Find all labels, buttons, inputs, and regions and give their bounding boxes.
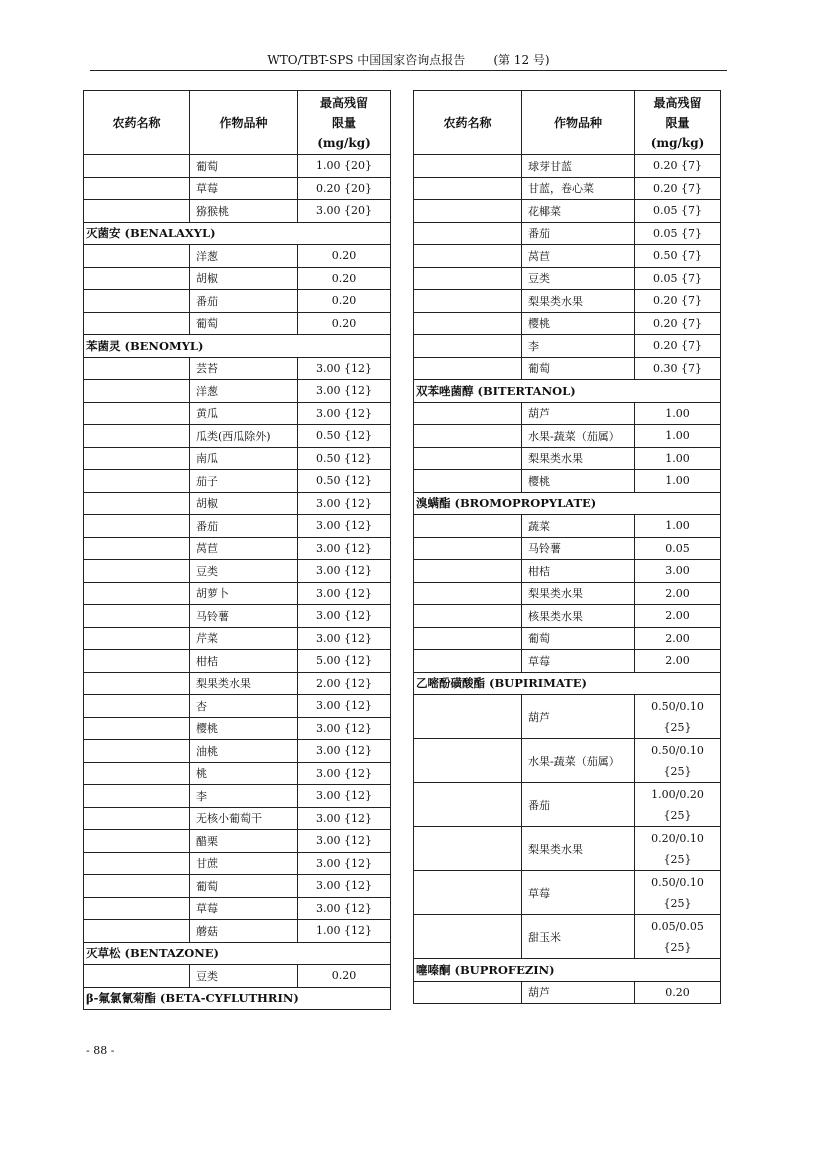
pesticide-cell: [414, 245, 522, 268]
pesticide-cell: [414, 177, 522, 200]
residue-limit: 1.00: [635, 425, 721, 448]
pesticide-cell: [414, 200, 522, 223]
header-title: WTO/TBT-SPS 中国国家咨询点报告: [267, 53, 466, 67]
crop-name: 梨果类水果: [190, 672, 298, 695]
pesticide-cell: [84, 447, 190, 470]
crop-name: 葡萄: [522, 627, 635, 650]
pesticide-cell: [84, 807, 190, 830]
residue-limit: 0.20: [298, 245, 391, 268]
residue-limit: 1.00 {20}: [298, 155, 391, 178]
pesticide-cell: [414, 582, 522, 605]
table-row: [84, 515, 391, 538]
residue-limit: [635, 915, 721, 959]
table-row: [414, 871, 721, 915]
pesticide-cell: [414, 560, 522, 583]
table-row: [414, 447, 721, 470]
pesticide-cell: [84, 245, 190, 268]
crop-name: 南瓜: [190, 447, 298, 470]
crop-name: 梨果类水果: [522, 827, 635, 871]
header-issue: (第 12 号): [493, 53, 550, 67]
crop-name: 黄瓜: [190, 402, 298, 425]
crop-name: 葡萄: [190, 155, 298, 178]
residue-limit-value: 0.05/0.05: [651, 919, 704, 933]
pesticide-cell: [84, 537, 190, 560]
pesticide-name: 双苯唑菌醇 (BITERTANOL): [414, 380, 721, 403]
residue-limit: 1.00: [635, 470, 721, 493]
pesticide-group-row: [414, 492, 721, 515]
pesticide-cell: [84, 672, 190, 695]
crop-name: 葡萄: [190, 875, 298, 898]
table-row: [84, 965, 391, 988]
table-row: [414, 200, 721, 223]
crop-name: 番茄: [190, 290, 298, 313]
table-row: [414, 915, 721, 959]
header-rule: [90, 70, 727, 71]
table-row: [84, 380, 391, 403]
table-row: [84, 650, 391, 673]
table-row: [414, 290, 721, 313]
pesticide-cell: [84, 785, 190, 808]
crop-name: 胡椒: [190, 267, 298, 290]
residue-limit: 0.20: [635, 981, 721, 1004]
table-row: [84, 267, 391, 290]
pesticide-cell: [414, 605, 522, 628]
crop-name: 茄子: [190, 470, 298, 493]
pesticide-cell: [84, 650, 190, 673]
pesticide-cell: [414, 650, 522, 673]
table-row: [84, 920, 391, 943]
residue-limit: 0.50 {12}: [298, 425, 391, 448]
pesticide-cell: [84, 155, 190, 178]
crop-name: 芹菜: [190, 627, 298, 650]
residue-limit-ref: {25}: [663, 764, 692, 778]
residue-limit-value: 0.20/0.10: [651, 831, 704, 845]
pesticide-cell: [414, 155, 522, 178]
crop-name: 梨果类水果: [522, 447, 635, 470]
residue-limit: 0.50 {12}: [298, 470, 391, 493]
pesticide-group-row: [414, 380, 721, 403]
table-header-row: [414, 91, 721, 155]
table-row: [84, 402, 391, 425]
table-row: [414, 537, 721, 560]
crop-name: 葡萄: [190, 312, 298, 335]
pesticide-cell: [84, 605, 190, 628]
pesticide-cell: [84, 402, 190, 425]
residue-limit-value: 0.50/0.10: [651, 743, 704, 757]
residue-limit: 3.00 {12}: [298, 740, 391, 763]
pesticide-cell: [84, 492, 190, 515]
pesticide-cell: [414, 290, 522, 313]
table-row: [84, 830, 391, 853]
pesticide-name: 灭草松 (BENTAZONE): [84, 942, 391, 965]
crop-name: 胡椒: [190, 492, 298, 515]
residue-limit: 0.20 {7}: [635, 312, 721, 335]
limit-header-unit: (mg/kg): [317, 135, 371, 150]
pesticide-name: 苯菌灵 (BENOMYL): [84, 335, 391, 358]
residue-limit: 3.00 {12}: [298, 380, 391, 403]
pesticide-cell: [84, 965, 190, 988]
table-row: [84, 672, 391, 695]
table-row: [414, 177, 721, 200]
table-row: [84, 492, 391, 515]
column-header-limit: [635, 91, 721, 155]
residue-limit: 3.00 {12}: [298, 537, 391, 560]
crop-name: 杏: [190, 695, 298, 718]
table-row: [414, 515, 721, 538]
residue-limit: 1.00: [635, 515, 721, 538]
limit-header-line1: 最高残留: [653, 95, 702, 110]
residue-limit: 0.20 {20}: [298, 177, 391, 200]
crop-name: 球芽甘蓝: [522, 155, 635, 178]
crop-name: 猕猴桃: [190, 200, 298, 223]
residue-limit: 0.20: [298, 312, 391, 335]
residue-limit: 2.00: [635, 627, 721, 650]
pesticide-group-row: [84, 942, 391, 965]
pesticide-group-row: [84, 222, 391, 245]
crop-name: 樱桃: [522, 470, 635, 493]
residue-limit: 3.00 {12}: [298, 560, 391, 583]
residue-table-left: [83, 90, 391, 1010]
pesticide-name: β-氟氯氰菊酯 (BETA-CYFLUTHRIN): [84, 987, 391, 1010]
pesticide-cell: [414, 222, 522, 245]
residue-limit: [635, 783, 721, 827]
pesticide-cell: [414, 871, 522, 915]
crop-name: 甘蔗: [190, 852, 298, 875]
residue-limit: 0.05 {7}: [635, 267, 721, 290]
table-row: [84, 290, 391, 313]
pesticide-cell: [84, 897, 190, 920]
residue-table-right: [413, 90, 721, 1004]
residue-limit-ref: {25}: [663, 896, 692, 910]
residue-limit-value: 1.00/0.20: [651, 787, 704, 801]
crop-name: 莴苣: [190, 537, 298, 560]
residue-limit: 3.00 {12}: [298, 762, 391, 785]
table-row: [84, 447, 391, 470]
pesticide-cell: [84, 695, 190, 718]
limit-header-unit: (mg/kg): [650, 135, 705, 150]
residue-limit: 1.00: [635, 402, 721, 425]
residue-limit: [635, 871, 721, 915]
table-row: [84, 470, 391, 493]
crop-name: 番茄: [522, 222, 635, 245]
crop-name: 醋栗: [190, 830, 298, 853]
residue-limit: 2.00: [635, 582, 721, 605]
table-row: [84, 627, 391, 650]
pesticide-cell: [84, 177, 190, 200]
pesticide-cell: [414, 627, 522, 650]
limit-header-line2: 限量: [331, 115, 356, 130]
crop-name: 甜玉米: [522, 915, 635, 959]
pesticide-cell: [414, 739, 522, 783]
pesticide-cell: [84, 425, 190, 448]
crop-name: 花椰菜: [522, 200, 635, 223]
table-row: [84, 560, 391, 583]
pesticide-cell: [414, 267, 522, 290]
residue-limit: 0.05 {7}: [635, 222, 721, 245]
table-row: [414, 402, 721, 425]
limit-header-line1: 最高残留: [319, 95, 368, 110]
crop-name: 桃: [190, 762, 298, 785]
pesticide-cell: [84, 380, 190, 403]
table-row: [414, 605, 721, 628]
crop-name: 李: [522, 335, 635, 358]
pesticide-cell: [414, 357, 522, 380]
pesticide-cell: [84, 627, 190, 650]
crop-name: 洋葱: [190, 245, 298, 268]
table-row: [84, 605, 391, 628]
crop-name: 无核小葡萄干: [190, 807, 298, 830]
pesticide-cell: [84, 920, 190, 943]
residue-limit: 3.00 {12}: [298, 717, 391, 740]
column-header-pesticide: 农药名称: [84, 91, 190, 155]
table-row: [84, 740, 391, 763]
table-row: [414, 783, 721, 827]
crop-name: 番茄: [190, 515, 298, 538]
crop-name: 豆类: [522, 267, 635, 290]
residue-limit: 2.00 {12}: [298, 672, 391, 695]
limit-header-line2: 限量: [665, 115, 690, 130]
table-row: [414, 312, 721, 335]
crop-name: 李: [190, 785, 298, 808]
residue-limit: 0.05: [635, 537, 721, 560]
table-row: [84, 537, 391, 560]
pesticide-group-row: [84, 335, 391, 358]
crop-name: 樱桃: [190, 717, 298, 740]
residue-limit: 1.00 {12}: [298, 920, 391, 943]
crop-name: 番茄: [522, 783, 635, 827]
residue-limit: 0.20: [298, 267, 391, 290]
residue-limit: 3.00 {12}: [298, 807, 391, 830]
residue-limit: 0.20: [298, 965, 391, 988]
table-row: [414, 335, 721, 358]
crop-name: 柑桔: [190, 650, 298, 673]
pesticide-cell: [84, 357, 190, 380]
crop-name: 蔬菜: [522, 515, 635, 538]
residue-limit-value: 0.50/0.10: [651, 699, 704, 713]
pesticide-name: 噻嗪酮 (BUPROFEZIN): [414, 959, 721, 982]
pesticide-cell: [84, 582, 190, 605]
residue-limit-ref: {25}: [663, 852, 692, 866]
table-row: [84, 425, 391, 448]
table-row: [414, 627, 721, 650]
table-row: [84, 245, 391, 268]
residue-limit: 0.30 {7}: [635, 357, 721, 380]
table-row: [84, 897, 391, 920]
crop-name: 莴苣: [522, 245, 635, 268]
residue-limit: 0.20 {7}: [635, 290, 721, 313]
residue-limit: 0.20 {7}: [635, 335, 721, 358]
pesticide-cell: [84, 762, 190, 785]
table-row: [414, 981, 721, 1004]
residue-limit: 3.00 {12}: [298, 875, 391, 898]
table-row: [414, 560, 721, 583]
crop-name: 蘑菇: [190, 920, 298, 943]
residue-limit-value: 0.50/0.10: [651, 875, 704, 889]
pesticide-group-row: [84, 987, 391, 1010]
crop-name: 草莓: [190, 177, 298, 200]
residue-limit: [635, 739, 721, 783]
table-row: [414, 245, 721, 268]
crop-name: 草莓: [522, 650, 635, 673]
table-header-row: [84, 91, 391, 155]
residue-limit: 0.50 {7}: [635, 245, 721, 268]
residue-limit-ref: {25}: [663, 940, 692, 954]
pesticide-cell: [414, 537, 522, 560]
crop-name: 瓜类(西瓜除外): [190, 425, 298, 448]
table-row: [414, 650, 721, 673]
crop-name: 梨果类水果: [522, 582, 635, 605]
residue-limit-ref: {25}: [663, 720, 692, 734]
crop-name: 油桃: [190, 740, 298, 763]
column-header-pesticide: 农药名称: [414, 91, 522, 155]
residue-limit: 0.20 {7}: [635, 155, 721, 178]
pesticide-cell: [414, 915, 522, 959]
pesticide-cell: [84, 740, 190, 763]
residue-limit: 3.00: [635, 560, 721, 583]
pesticide-name: 灭菌安 (BENALAXYL): [84, 222, 391, 245]
table-row: [414, 222, 721, 245]
page-number: - 88 -: [86, 1044, 115, 1057]
pesticide-cell: [414, 335, 522, 358]
table-row: [414, 267, 721, 290]
residue-limit: 1.00: [635, 447, 721, 470]
pesticide-cell: [414, 425, 522, 448]
crop-name: 胡萝卜: [190, 582, 298, 605]
pesticide-cell: [84, 717, 190, 740]
table-row: [414, 470, 721, 493]
residue-limit: 3.00 {12}: [298, 830, 391, 853]
table-row: [84, 762, 391, 785]
table-row: [84, 695, 391, 718]
running-header: [90, 50, 727, 70]
table-row: [84, 852, 391, 875]
crop-name: 樱桃: [522, 312, 635, 335]
pesticide-cell: [414, 827, 522, 871]
crop-name: 葫芦: [522, 402, 635, 425]
table-row: [84, 312, 391, 335]
column-header-crop: 作物品种: [190, 91, 298, 155]
pesticide-group-row: [414, 672, 721, 695]
crop-name: 豆类: [190, 965, 298, 988]
pesticide-cell: [84, 560, 190, 583]
table-row: [414, 739, 721, 783]
pesticide-cell: [414, 470, 522, 493]
crop-name: 葡萄: [522, 357, 635, 380]
crop-name: 柑桔: [522, 560, 635, 583]
crop-name: 草莓: [190, 897, 298, 920]
pesticide-cell: [84, 830, 190, 853]
table-row: [84, 582, 391, 605]
residue-limit: 3.00 {12}: [298, 605, 391, 628]
table-row: [84, 807, 391, 830]
column-header-crop: 作物品种: [522, 91, 635, 155]
table-row: [84, 177, 391, 200]
crop-name: 洋葱: [190, 380, 298, 403]
table-row: [84, 155, 391, 178]
pesticide-cell: [414, 695, 522, 739]
residue-limit: 3.00 {12}: [298, 492, 391, 515]
crop-name: 葫芦: [522, 981, 635, 1004]
pesticide-group-row: [414, 959, 721, 982]
pesticide-cell: [84, 470, 190, 493]
table-row: [414, 155, 721, 178]
residue-limit: 0.20: [298, 290, 391, 313]
pesticide-cell: [84, 875, 190, 898]
residue-limit: 2.00: [635, 605, 721, 628]
table-row: [84, 357, 391, 380]
table-row: [414, 695, 721, 739]
residue-limit: 0.20 {7}: [635, 177, 721, 200]
residue-limit: 3.00 {12}: [298, 897, 391, 920]
residue-limit: 3.00 {12}: [298, 357, 391, 380]
residue-limit: 0.50 {12}: [298, 447, 391, 470]
residue-limit: 3.00 {12}: [298, 785, 391, 808]
crop-name: 葫芦: [522, 695, 635, 739]
pesticide-cell: [84, 515, 190, 538]
table-row: [414, 827, 721, 871]
pesticide-name: 乙嘧酚磺酸酯 (BUPIRIMATE): [414, 672, 721, 695]
pesticide-cell: [414, 447, 522, 470]
table-row: [84, 785, 391, 808]
crop-name: 水果-蔬菜（茄属）: [522, 739, 635, 783]
residue-limit: 5.00 {12}: [298, 650, 391, 673]
crop-name: 马铃薯: [190, 605, 298, 628]
pesticide-cell: [414, 981, 522, 1004]
pesticide-cell: [414, 515, 522, 538]
residue-limit: [635, 695, 721, 739]
crop-name: 甘蓝，卷心菜: [522, 177, 635, 200]
pesticide-cell: [84, 267, 190, 290]
residue-limit: 2.00: [635, 650, 721, 673]
column-header-limit: [298, 91, 391, 155]
pesticide-cell: [84, 200, 190, 223]
crop-name: 豆类: [190, 560, 298, 583]
residue-limit: 3.00 {12}: [298, 582, 391, 605]
table-row: [84, 200, 391, 223]
residue-limit: 3.00 {12}: [298, 695, 391, 718]
pesticide-cell: [414, 402, 522, 425]
residue-limit: 0.05 {7}: [635, 200, 721, 223]
pesticide-name: 溴螨酯 (BROMOPROPYLATE): [414, 492, 721, 515]
crop-name: 梨果类水果: [522, 290, 635, 313]
pesticide-cell: [84, 852, 190, 875]
residue-limit-ref: {25}: [663, 808, 692, 822]
pesticide-cell: [84, 312, 190, 335]
table-row: [414, 425, 721, 448]
residue-limit: 3.00 {12}: [298, 852, 391, 875]
crop-name: 芸苔: [190, 357, 298, 380]
pesticide-cell: [414, 783, 522, 827]
pesticide-cell: [84, 290, 190, 313]
residue-limit: 3.00 {12}: [298, 515, 391, 538]
table-row: [414, 357, 721, 380]
residue-limit: 3.00 {12}: [298, 402, 391, 425]
table-row: [84, 875, 391, 898]
crop-name: 水果-蔬菜（茄属）: [522, 425, 635, 448]
crop-name: 核果类水果: [522, 605, 635, 628]
pesticide-cell: [414, 312, 522, 335]
residue-limit: 3.00 {20}: [298, 200, 391, 223]
crop-name: 马铃薯: [522, 537, 635, 560]
crop-name: 草莓: [522, 871, 635, 915]
table-row: [84, 717, 391, 740]
residue-limit: [635, 827, 721, 871]
table-row: [414, 582, 721, 605]
residue-limit: 3.00 {12}: [298, 627, 391, 650]
